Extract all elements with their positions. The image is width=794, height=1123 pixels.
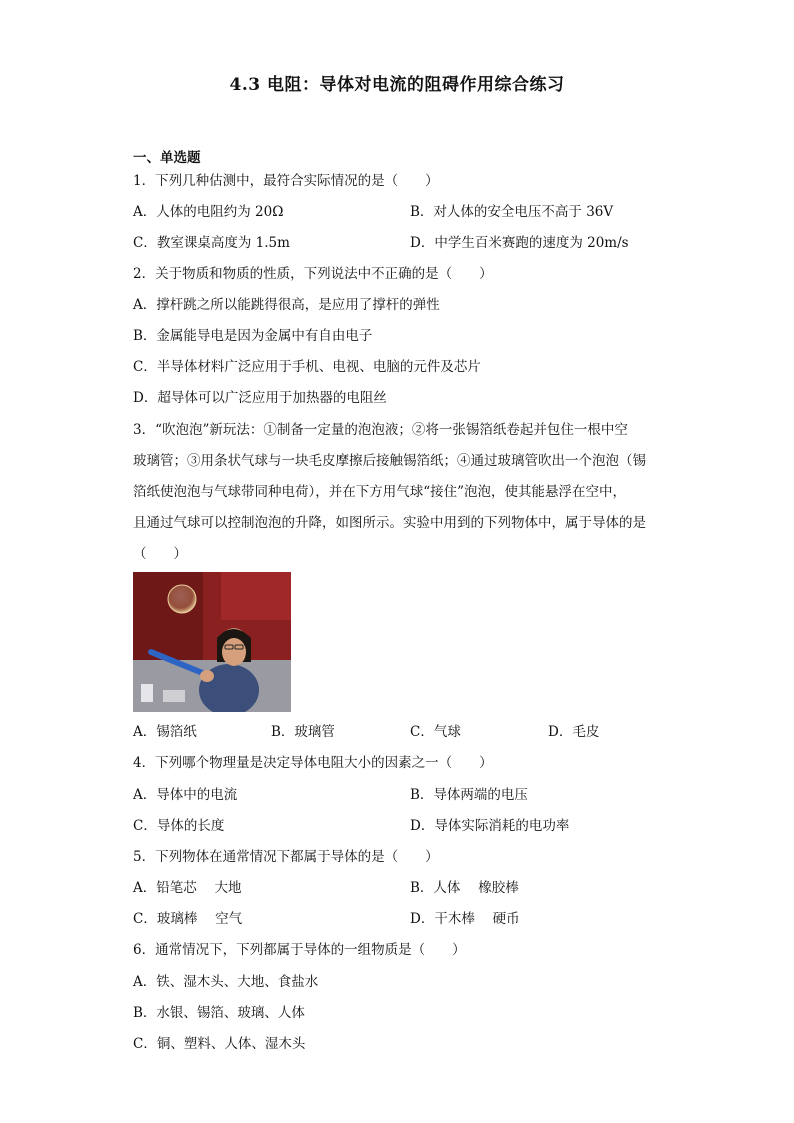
q5-option-b: B．人体 橡胶棒 xyxy=(410,880,519,896)
page-title: 4.3 电阻：导体对电流的阻碍作用综合练习 xyxy=(229,75,565,95)
q2-option-b: B．金属能导电是因为金属中有自由电子 xyxy=(133,328,373,344)
q1-stem: 1．下列几种估测中，最符合实际情况的是（ ） xyxy=(133,173,439,189)
q6-option-c: C．铜、塑料、人体、湿木头 xyxy=(133,1036,306,1052)
q2-option-c: C．半导体材料广泛应用于手机、电视、电脑的元件及芯片 xyxy=(133,359,481,375)
q3-option-b: B．玻璃管 xyxy=(271,724,335,740)
q1-option-c: C．教室课桌高度为 1.5m xyxy=(133,235,290,251)
q3-stem-line-3: 箔纸使泡泡与气球带同种电荷），并在下方用气球“接住”泡泡，使其能悬浮在空中， xyxy=(133,484,627,500)
q1-option-b: B．对人体的安全电压不高于 36V xyxy=(410,204,614,220)
q6-option-b: B．水银、锡箔、玻璃、人体 xyxy=(133,1005,305,1021)
q4-option-c: C．导体的长度 xyxy=(133,818,225,834)
q5-stem: 5．下列物体在通常情况下都属于导体的是（ ） xyxy=(133,849,439,865)
q4-option-d: D．导体实际消耗的电功率 xyxy=(410,818,570,834)
q3-stem-line-4: 且通过气球可以控制泡泡的升降，如图所示。实验中用到的下列物体中，属于导体的是 xyxy=(133,515,646,531)
q3-stem-line-1: 3．“吹泡泡”新玩法：①制备一定量的泡泡液；②将一张锡箔纸卷起并包住一根中空 xyxy=(133,422,628,438)
q2-stem: 2．关于物质和物质的性质，下列说法中不正确的是（ ） xyxy=(133,266,493,282)
q3-option-c: C．气球 xyxy=(410,724,461,740)
q4-option-b: B．导体两端的电压 xyxy=(410,787,528,803)
q1-option-d: D．中学生百米赛跑的速度为 20m/s xyxy=(410,235,629,251)
section-heading: 一、单选题 xyxy=(133,150,201,166)
q2-option-a: A．撑杆跳之所以能跳得很高，是应用了撑杆的弹性 xyxy=(133,297,440,313)
q4-stem: 4．下列哪个物理量是决定导体电阻大小的因素之一（ ） xyxy=(133,755,493,771)
q3-option-d: D．毛皮 xyxy=(548,724,600,740)
experiment-photo xyxy=(133,572,291,712)
q2-option-d: D．超导体可以广泛应用于加热器的电阻丝 xyxy=(133,390,387,406)
q5-option-a: A．铅笔芯 大地 xyxy=(133,880,242,896)
q1-option-a: A．人体的电阻约为 20Ω xyxy=(133,204,284,220)
q3-stem-line-2: 玻璃管；③用条状气球与一块毛皮摩擦后接触锡箔纸；④通过玻璃管吹出一个泡泡（锡 xyxy=(133,453,646,469)
q3-stem-line-5: （ ） xyxy=(133,546,187,562)
q5-option-c: C．玻璃棒 空气 xyxy=(133,911,243,927)
q6-stem: 6．通常情况下，下列都属于导体的一组物质是（ ） xyxy=(133,942,466,958)
q5-option-d: D．干木棒 硬币 xyxy=(410,911,520,927)
q6-option-a: A．铁、湿木头、大地、食盐水 xyxy=(133,974,319,990)
q3-option-a: A．锡箔纸 xyxy=(133,724,197,740)
q4-option-a: A．导体中的电流 xyxy=(133,787,238,803)
